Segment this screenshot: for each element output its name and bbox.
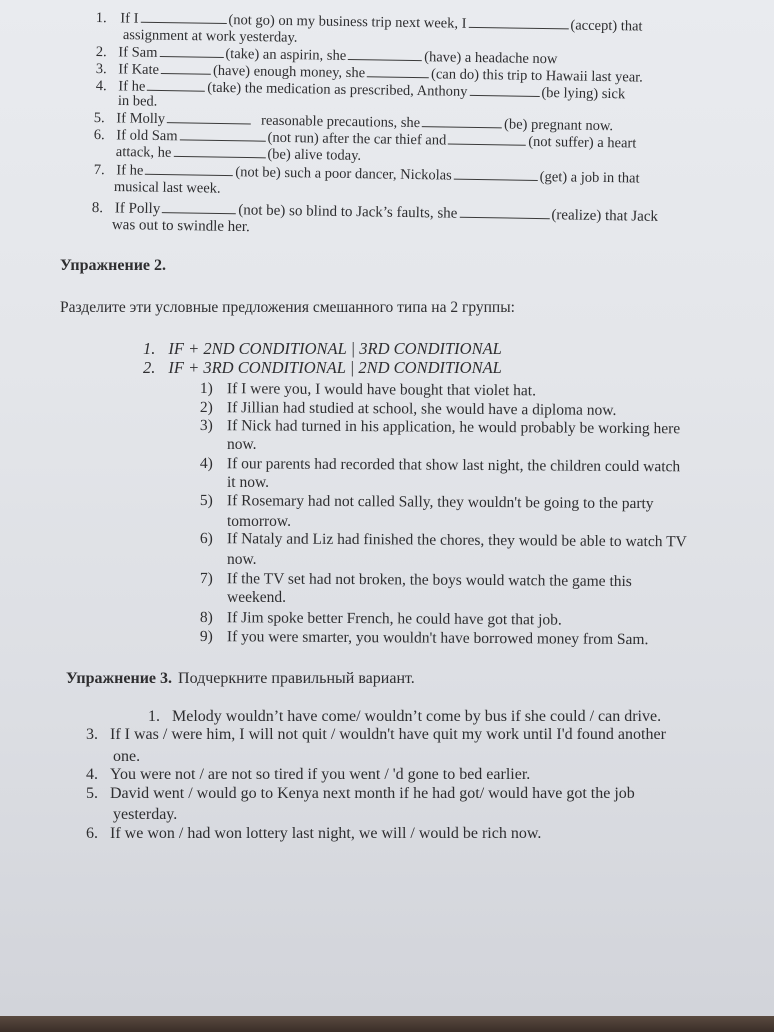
sentence-7-cont: weekend.	[227, 589, 286, 606]
ex1-item-7-cont: musical last week.	[113, 179, 221, 197]
answer-blank[interactable]	[167, 111, 251, 124]
ex1-item-2: 2. If Sam (take) an aspirin, she (have) a headache now	[95, 44, 558, 68]
sentence-9: 9) If you were smarter, you wouldn't have borrowed money from Sam.	[199, 628, 649, 649]
sentence-7: 7) If the TV set had not broken, the boys would watch the game this	[199, 570, 632, 591]
answer-blank[interactable]	[348, 48, 422, 61]
answer-blank[interactable]	[422, 115, 502, 128]
answer-blank[interactable]	[159, 45, 223, 58]
answer-blank[interactable]	[173, 145, 265, 158]
sentence-3-cont: now.	[227, 436, 257, 453]
answer-blank[interactable]	[448, 133, 526, 146]
ex1-item-4: 4. If he (take) the medication as prescribed, Anthony (be lying) sick	[95, 78, 626, 103]
answer-blank[interactable]	[367, 65, 429, 78]
exercise-3-instruction: Подчеркните правильный вариант.	[178, 670, 415, 687]
answer-blank[interactable]	[468, 16, 568, 30]
ex3-item-3-cont: one.	[113, 748, 141, 765]
ex1-item-3: 3. If Kate (have) enough money, she (can do) this trip to Hawaii last year.	[95, 61, 643, 86]
sentence-6: 6) If Nataly and Liz had finished the chores, they would be able to watch TV	[199, 530, 687, 551]
ex1-item-7: 7. If he (not be) such a poor dancer, Nickolas (get) a job in that	[93, 162, 640, 187]
sentence-4-cont: it now.	[227, 474, 270, 491]
exercise-2-instruction: Разделите эти условные предложения смешанного типа на 2 группы:	[60, 299, 515, 316]
ex1-item-4-cont: in bed.	[117, 93, 158, 110]
answer-blank[interactable]	[161, 62, 211, 75]
ex1-item-8-cont: was out to swindle her.	[111, 217, 250, 236]
answer-blank[interactable]	[454, 168, 538, 181]
group-option-1: 1. IF + 2ND CONDITIONAL | 3RD CONDITIONAL	[143, 339, 502, 358]
group-option-2: 2. IF + 3RD CONDITIONAL | 2ND CONDITIONAL	[143, 358, 502, 377]
ex1-item-5: 5. If Molly reasonable precautions, she (be) pregnant now.	[93, 110, 614, 135]
answer-blank[interactable]	[145, 163, 233, 176]
ex1-item-8: 8. If Polly (not be) so blind to Jack’s faults, she (realize) that Jack	[91, 200, 659, 225]
ex3-item-6: 6. If we won / had won lottery last night, we will / would be rich now.	[86, 825, 542, 842]
ex1-item-1-cont: assignment at work yesterday.	[122, 27, 298, 46]
ex3-item-5: 5. David went / would go to Kenya next month if he had got/ would have got the job	[86, 785, 635, 802]
sentence-1: 1) If I were you, I would have bought that violet hat.	[199, 380, 537, 400]
answer-blank[interactable]	[162, 201, 236, 214]
sentence-3: 3) If Nick had turned in his application, he would probably be working here	[199, 417, 681, 438]
answer-blank[interactable]	[180, 128, 266, 141]
sentence-5-cont: tomorrow.	[227, 513, 291, 530]
exercise-3-heading	[66, 671, 415, 687]
ex3-item-1: 1. Melody wouldn’t have come/ wouldn’t come by bus if she could / can drive.	[148, 708, 662, 725]
ex1-item-6-cont: attack, he (be) alive today.	[115, 144, 362, 164]
ex1-item-6: 6. If old Sam (not run) after the car thief and (not suffer) a heart	[93, 127, 637, 152]
exercise-3-title: Упражнение 3.	[66, 670, 173, 687]
answer-blank[interactable]	[469, 84, 539, 97]
sentence-5: 5) If Rosemary had not called Sally, they wouldn't be going to the party	[199, 492, 654, 513]
background-surface	[0, 1016, 774, 1032]
sentence-4: 4) If our parents had recorded that show last night, the children could watch	[199, 455, 681, 476]
answer-blank[interactable]	[459, 206, 549, 219]
ex3-item-4: 4. You were not / are not so tired if you went / 'd gone to bed earlier.	[86, 766, 531, 783]
ex3-item-3: 3. If I was / were him, I will not quit / wouldn't have quit my work until I'd found another	[86, 726, 666, 743]
exercise-2-title: Упражнение 2.	[60, 257, 167, 274]
answer-blank[interactable]	[140, 11, 226, 24]
sentence-8: 8) If Jim spoke better French, he could have got that job.	[199, 609, 562, 629]
ex3-item-5-cont: yesterday.	[113, 806, 178, 823]
answer-blank[interactable]	[147, 79, 205, 92]
sentence-6-cont: now.	[227, 551, 257, 568]
ex1-item-1: 1. If I (not go) on my business trip next week, I (accept) that	[95, 10, 643, 35]
sentence-2: 2) If Jillian had studied at school, she would have a diploma now.	[199, 399, 617, 419]
